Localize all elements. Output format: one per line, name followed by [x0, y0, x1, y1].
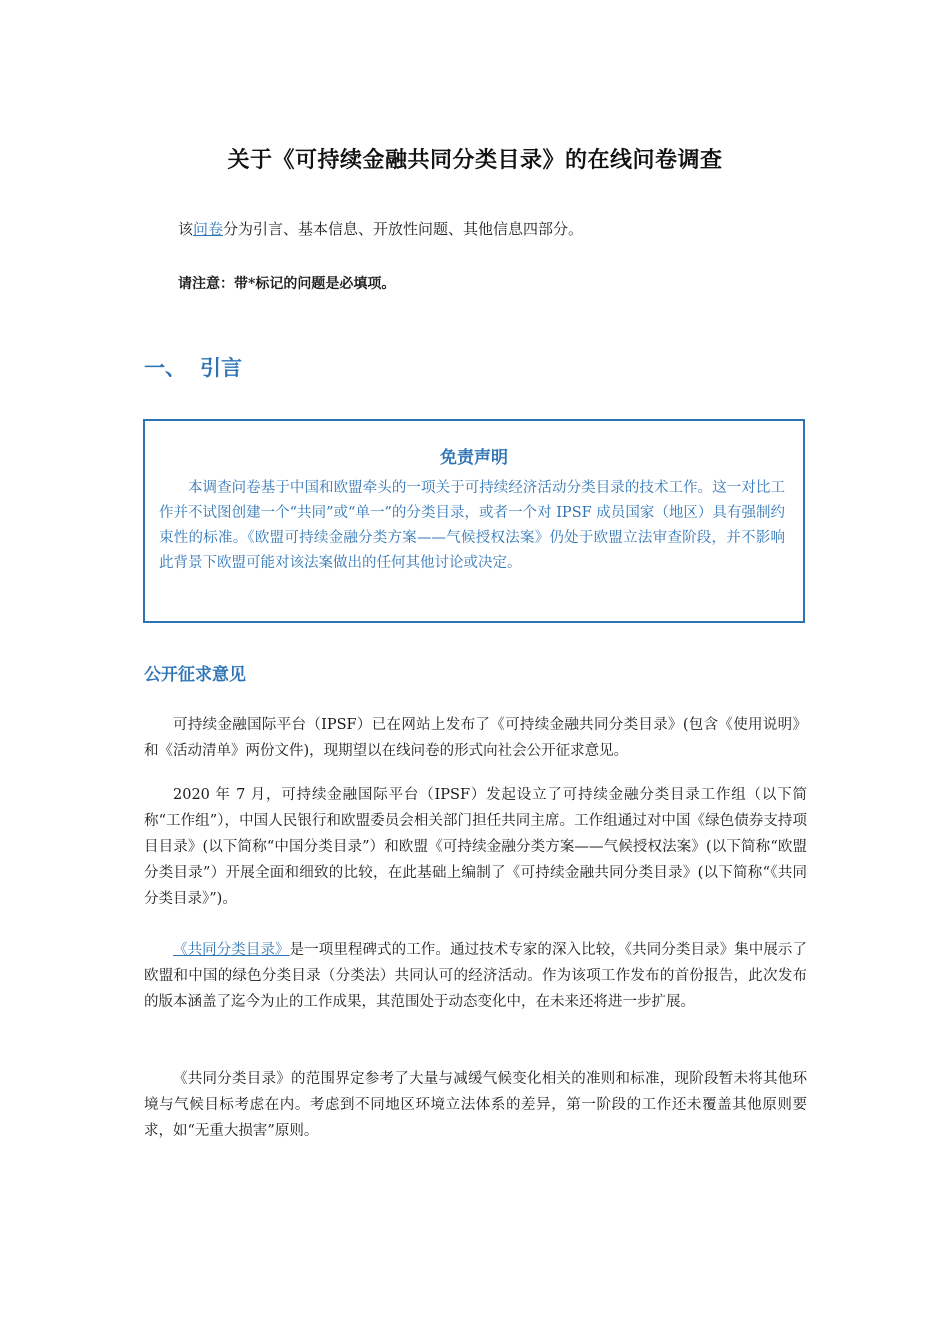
disclaimer-box — [143, 419, 805, 623]
section-number: 一、 — [144, 356, 186, 380]
consultation-paragraph-4: 《共同分类目录》的范围界定参考了大量与减缓气候变化相关的准则和标准，现阶段暂未将其他环境与气候目标考虑在内。考虑到不同地区环境立法体系的差异，第一阶段的工作还未覆盖其他原则要求，如“无重大损害”原则。 — [144, 1071, 807, 1139]
consultation-heading: 公开征求意见 — [144, 665, 246, 685]
intro-paragraph — [178, 218, 583, 240]
page-title: 关于《可持续金融共同分类目录》的在线问卷调查 — [227, 148, 723, 173]
paragraph-3-text: 是一项里程碑式的工作。通过技术专家的深入比较，《共同分类目录》集中展示了欧盟和中国的绿色分类目录（分类法）共同认可的经济活动。作为该项工作发布的首份报告，此次发布的版本涵盖了迄今为止的工作成果，其范围处于动态变化中，在未来还将进一步扩展。 — [144, 942, 808, 1010]
section-heading-introduction — [144, 352, 242, 382]
disclaimer-body: 本调查问卷基于中国和欧盟牵头的一项关于可持续经济活动分类目录的技术工作。这一对比工作并不试图创建一个“共同”或“单一”的分类目录，或者一个对 IPSF 成员国家（地区）具有强制约束性的标准。《欧盟可持续金融分类方案——气候授权法案》仍处于欧盟立法审查阶段，并不影响此背景下欧盟可能对该法案做出的任何其他讨论或决定。 — [159, 480, 785, 571]
questionnaire-link[interactable]: 问卷 — [193, 220, 224, 238]
consultation-paragraph-2: 2020 年 7 月，可持续金融国际平台（IPSF）发起设立了可持续金融分类目录工作组（以下简称“工作组”），中国人民银行和欧盟委员会相关部门担任共同主席。工作组通过对中国《绿色债券支持项目目录》(以下简称“中国分类目录”）和欧盟《可持续金融分类方案——气候授权法案》(以下简称“欧盟分类目录”）开展全面和细致的比较，在此基础上编制了《可持续金融共同分类目录》(以下简称“《共同分类目录》”)。 — [144, 787, 807, 907]
common-taxonomy-link[interactable]: 《共同分类目录》 — [173, 942, 290, 958]
section-title: 引言 — [200, 356, 242, 380]
consultation-paragraph-3 — [144, 937, 807, 1015]
consultation-paragraph-1: 可持续金融国际平台（IPSF）已在网站上发布了《可持续金融共同分类目录》(包含《使用说明》和《活动清单》两份文件)，现期望以在线问卷的形式向社会公开征求意见。 — [144, 717, 807, 759]
required-note: 请注意：带*标记的问题是必填项。 — [178, 276, 396, 292]
intro-text-before: 该 — [178, 220, 194, 238]
disclaimer-title: 免责声明 — [440, 448, 508, 468]
intro-text-after: 分为引言、基本信息、开放性问题、其他信息四部分。 — [223, 220, 584, 238]
